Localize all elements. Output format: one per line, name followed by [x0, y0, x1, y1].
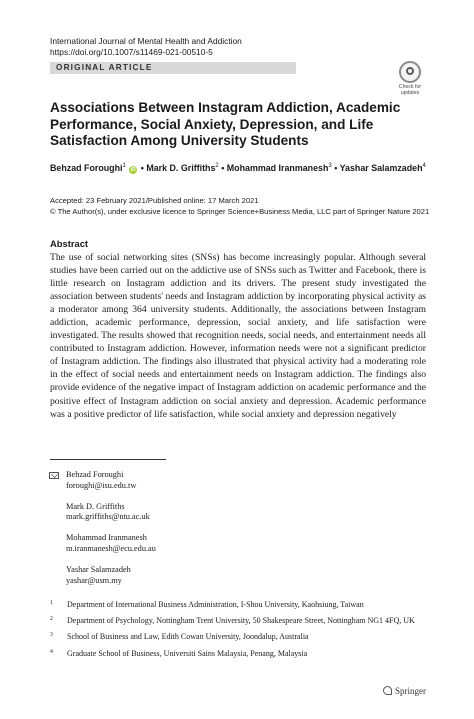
- contact-email[interactable]: m.iranmanesh@ecu.edu.au: [66, 543, 156, 553]
- publication-dates: Accepted: 23 February 2021/Published online: 17 March 2021: [50, 196, 259, 205]
- author-affiliation-ref: 2: [215, 163, 219, 169]
- author-separator: •: [221, 162, 225, 173]
- article-type-bar: [50, 62, 296, 74]
- journal-doi[interactable]: https://doi.org/10.1007/s11469-021-00510-5: [50, 47, 213, 57]
- contact-name: Mohammad Iranmanesh: [66, 533, 147, 543]
- check-for-updates-badge[interactable]: [393, 61, 427, 96]
- envelope-icon: [49, 472, 59, 479]
- contact-entry: [66, 533, 156, 554]
- contact-name: Mark D. Griffiths: [66, 501, 125, 511]
- affiliation-text: Graduate School of Business, Universiti Sains Malaysia, Penang, Malaysia: [67, 648, 308, 658]
- contact-email[interactable]: yashar@usm.my: [66, 575, 122, 585]
- footnote-divider: [50, 459, 166, 460]
- author-separator: •: [334, 162, 338, 173]
- publication-info: [50, 196, 429, 217]
- contact-entry: [66, 502, 156, 523]
- springer-horse-icon: [383, 686, 392, 695]
- publisher-logo: [383, 686, 426, 696]
- author-affiliation-ref: 1: [122, 163, 126, 169]
- abstract-heading: Abstract: [50, 238, 89, 249]
- contact-list: [66, 470, 156, 597]
- author-separator: •: [140, 162, 144, 173]
- affiliation-item: [50, 649, 440, 659]
- contact-name: Yashar Salamzadeh: [66, 565, 131, 575]
- orcid-icon[interactable]: iD: [130, 166, 136, 173]
- contact-entry: [66, 565, 156, 586]
- author-name[interactable]: Yashar Salamzadeh: [339, 162, 423, 173]
- affiliation-number: 2: [50, 616, 53, 623]
- affiliation-text: School of Business and Law, Edith Cowan University, Joondalup, Australia: [67, 632, 309, 642]
- affiliation-list: [50, 600, 440, 665]
- contact-name: Behzad Foroughi: [66, 470, 124, 479]
- author-name[interactable]: Mark D. Griffiths: [146, 162, 216, 173]
- journal-name: International Journal of Mental Health and Addiction: [50, 36, 242, 46]
- affiliation-item: [50, 616, 440, 626]
- check-for-updates-icon: [399, 61, 421, 83]
- publisher-name: Springer: [395, 686, 426, 696]
- author-affiliation-ref: 4: [422, 163, 426, 169]
- author-name[interactable]: Behzad Foroughi: [50, 162, 123, 173]
- check-updates-line2: updates: [400, 90, 420, 96]
- contact-entry: [66, 470, 156, 491]
- article-title: Associations Between Instagram Addiction, Academic Performance, Social Anxiety, Depression, and Life Satisfaction Among University Students: [50, 100, 401, 148]
- affiliation-text: Department of International Business Administration, I-Shou University, Kaohsiung, Taiwan: [67, 600, 364, 609]
- contact-email[interactable]: foroughi@isu.edu.tw: [66, 480, 137, 490]
- affiliation-number: 4: [50, 648, 53, 655]
- affiliation-item: [50, 600, 440, 610]
- affiliation-text: Department of Psychology, Nottingham Trent University, 50 Shakespeare Street, Nottingham NG1 4FQ, UK: [67, 616, 415, 626]
- author-list: [50, 160, 450, 174]
- journal-header: [50, 36, 242, 58]
- author-name[interactable]: Mohammad Iranmanesh: [226, 162, 329, 173]
- affiliation-item: [50, 632, 440, 642]
- check-updates-line1: Check for: [398, 84, 422, 90]
- copyright-notice: © The Author(s), under exclusive licence to Springer Science+Business Media, LLC part of Springer Nature 2021: [50, 206, 430, 216]
- author-affiliation-ref: 3: [328, 163, 332, 169]
- article-type: ORIGINAL ARTICLE: [56, 63, 153, 72]
- affiliation-number: 3: [50, 632, 53, 639]
- abstract-body: The use of social networking sites (SNSs) has become increasingly popular. Although several studies have been carried out on the addictive use of SNSs such as Twitter and Facebook, there is little research on Instagram addiction and its drivers. The present study investigated the association between students' needs and Instagram addiction by incorporating physical activity as a moderator among 364 university students. Additionally, the associations between Instagram addiction, academic performance, depression, social anxiety, and life satisfaction were investigated. The results showed that recognition needs, social needs, and entertainment needs all contributed to Instagram addiction. However, information needs were not a significant predictor of Instagram addiction. The findings also illustrated that physical activity had a moderating role in the effect of social needs and entertainment needs on Instagram addiction. The findings also provide evidence of the negative impact of Instagram addiction on academic performance and the positive effect of Instagram addiction on social anxiety and depression. Academic performance was a positive predictor of life satisfaction, while social anxiety and depression negatively: [50, 252, 426, 420]
- contact-email[interactable]: mark.griffiths@ntu.ac.uk: [66, 512, 150, 522]
- affiliation-number: 1: [50, 600, 53, 606]
